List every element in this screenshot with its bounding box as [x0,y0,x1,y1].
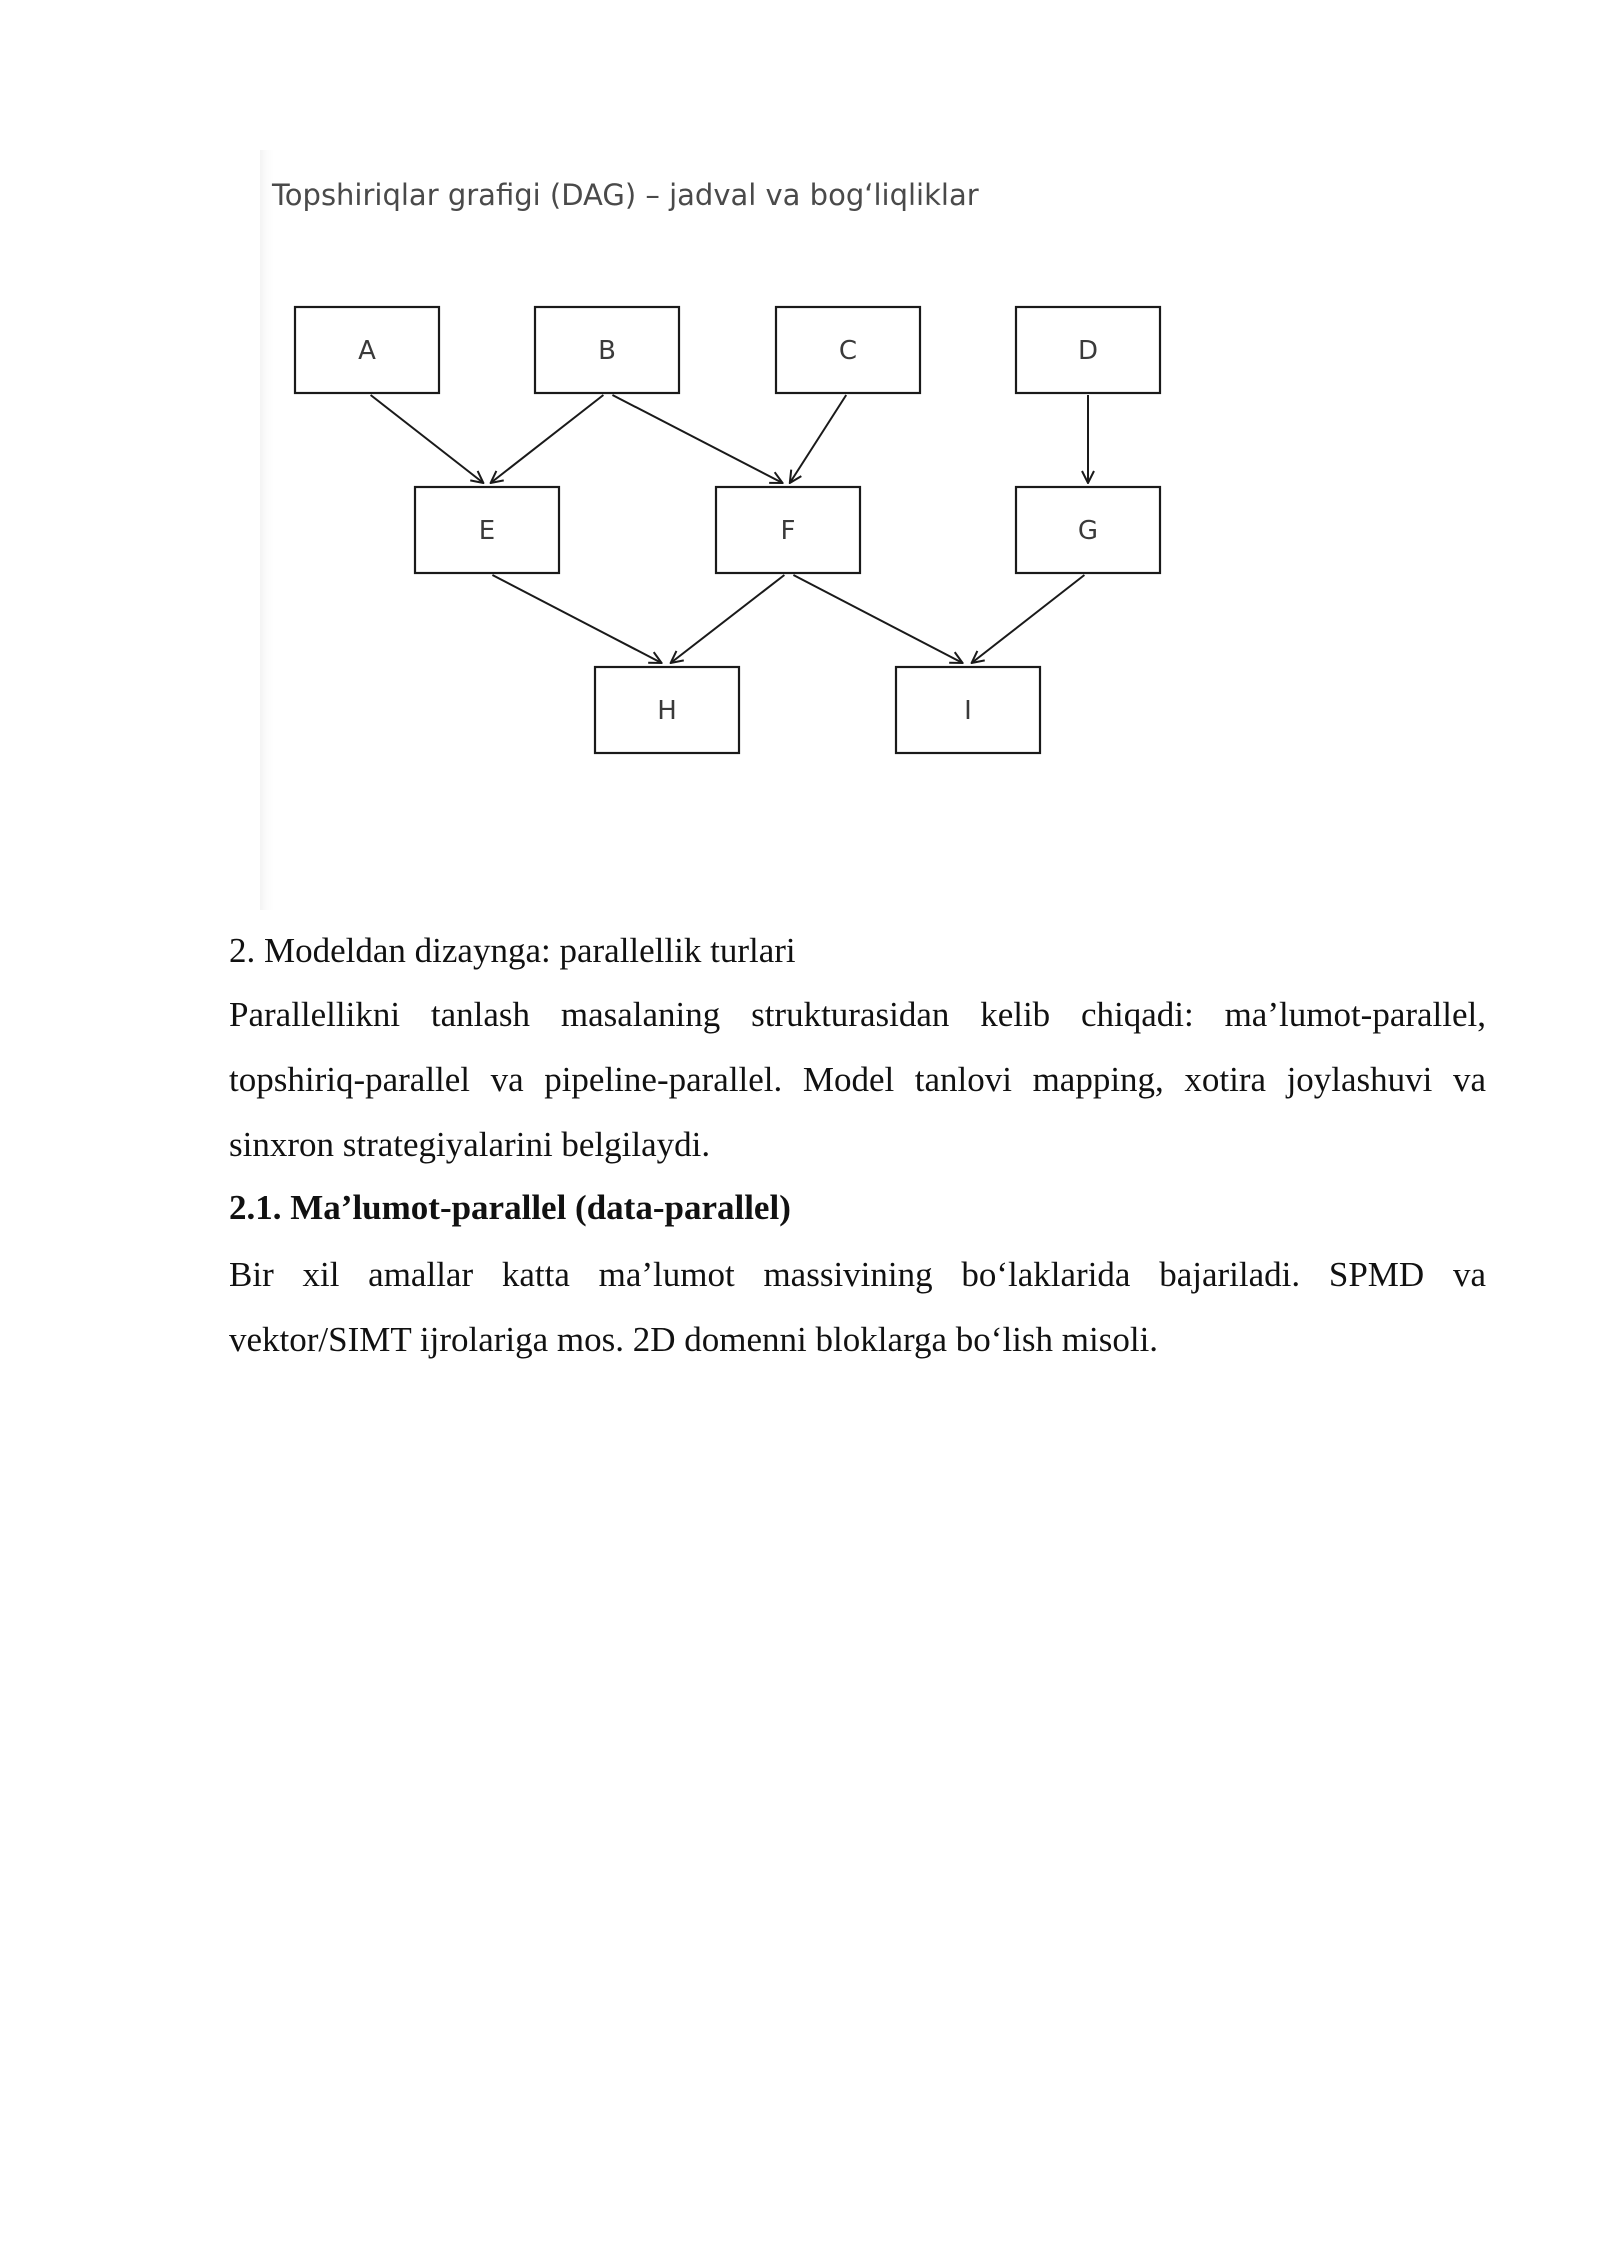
dag-node-f [716,487,860,573]
dag-edge-b-f [612,395,782,483]
dag-node-g [1016,487,1160,573]
dag-edge-a-e [371,395,484,483]
dag-node-c [776,307,920,393]
dag-node-label: A [358,336,376,366]
dag-diagram [0,0,1600,900]
subsection-heading: 2.1. Ma’lumot-parallel (data-parallel) [229,1188,791,1227]
dag-node-h [595,667,739,753]
dag-node-label: E [478,516,496,546]
dag-node-b [535,307,679,393]
section-paragraph: Parallellikni tanlash masalaning strukturasidan kelib chiqadi: ma’lumot-parallel, topshiriq-parallel va pipeline-parallel. Model tanlovi mapping, xotira joylashuvi va sinxron strategiyalarini belgilaydi. [229,995,1486,1164]
dag-edge-f-i [793,575,962,663]
dag-edge-b-e [491,395,604,483]
dag-edge-f-h [671,575,785,663]
dag-edge-e-h [492,575,661,663]
dag-node-i [896,667,1040,753]
dag-edge-g-i [972,575,1085,663]
dag-edge-c-f [790,395,846,483]
dag-node-label: H [657,696,677,726]
dag-node-label: C [838,336,858,366]
dag-node-label: D [1077,336,1099,366]
dag-node-d [1016,307,1160,393]
dag-node-a [295,307,439,393]
dag-node-label: F [780,516,796,546]
dag-node-label: I [964,696,972,726]
section-heading: 2. Modeldan dizaynga: parallellik turlari [229,931,796,970]
dag-node-label: B [598,336,616,366]
dag-node-label: G [1077,516,1099,546]
subsection-paragraph: Bir xil amallar katta ma’lumot massivining bo‘laklarida bajariladi. SPMD va vektor/SIMT ijrolariga mos. 2D domenni bloklarga bo‘lish misoli. [229,1255,1486,1359]
figure-title: Topshiriqlar grafigi (DAG) – jadval va bog‘liqliklar [272,178,979,212]
dag-nodes [295,307,1160,753]
dag-node-e [415,487,559,573]
